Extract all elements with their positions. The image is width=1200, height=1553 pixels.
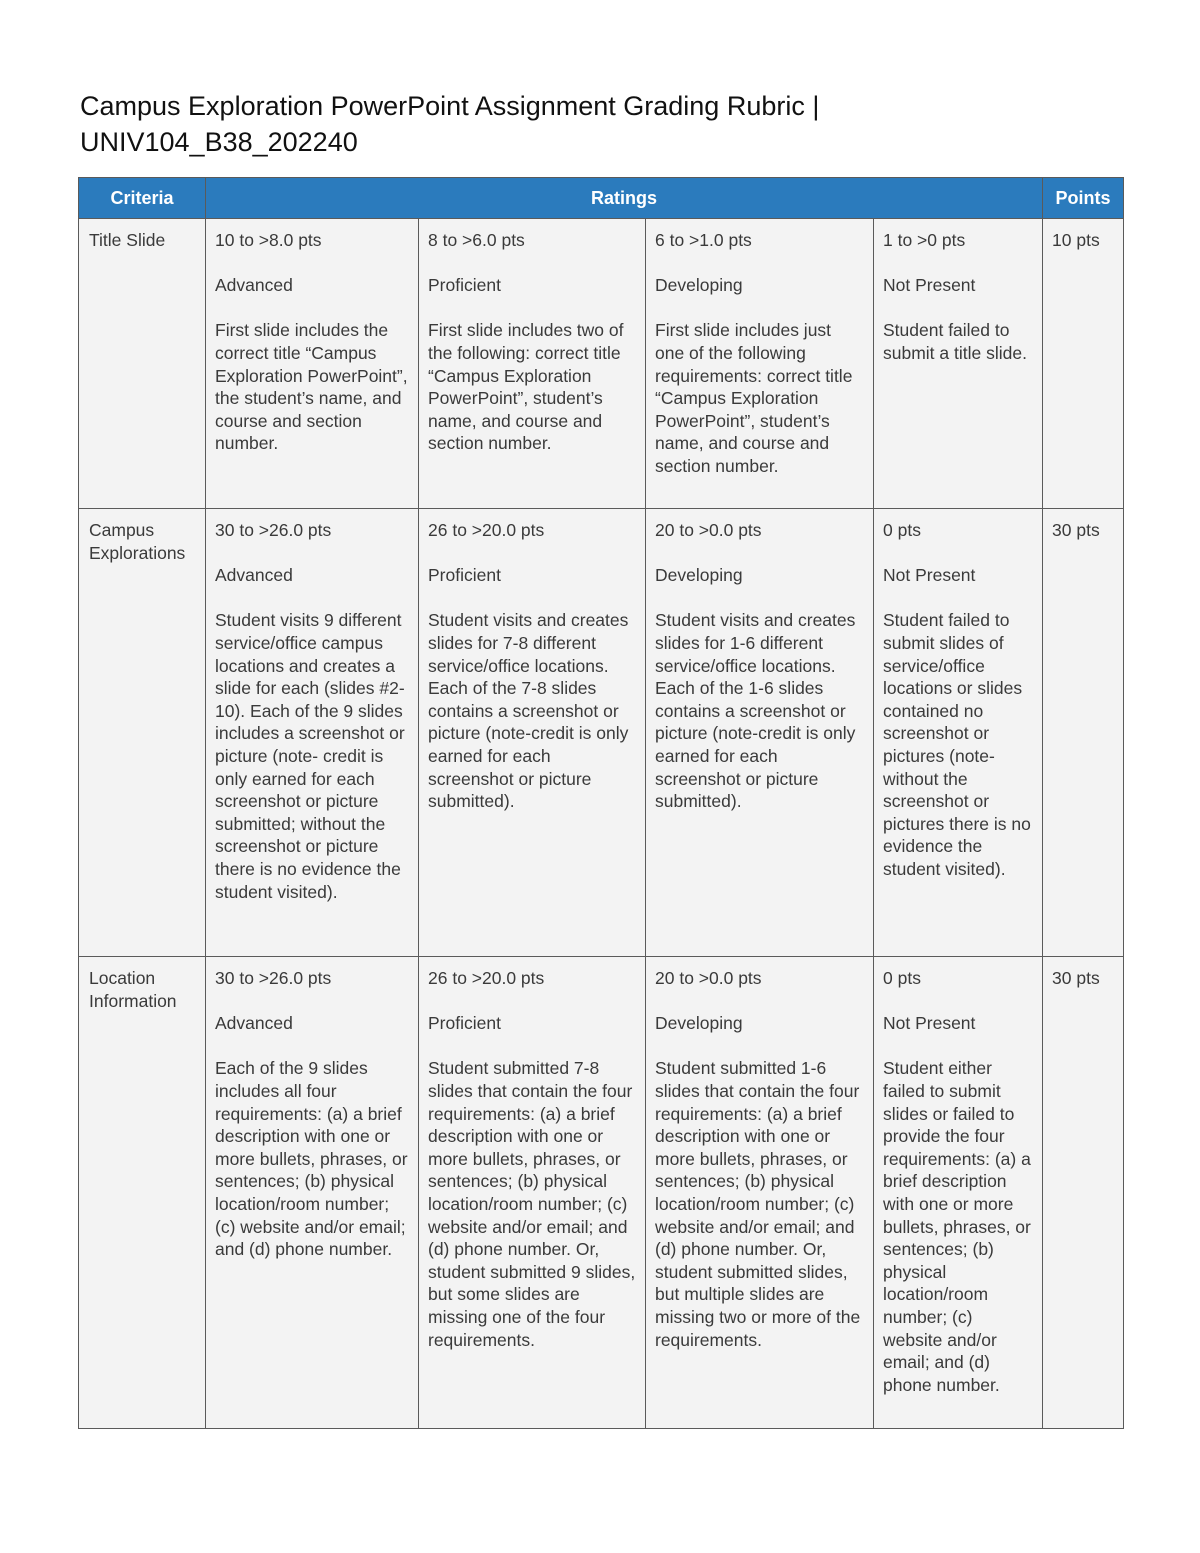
rating-points: 6 to >1.0 pts bbox=[655, 230, 752, 250]
header-row bbox=[79, 178, 1124, 219]
criteria-cell: Location Information bbox=[79, 957, 206, 1429]
rating-description: Student visits and creates slides for 7-8 different service/office locations. Each of the 7-8 slides contains a screenshot or picture (note-credit is only earned for each screenshot or picture submitted). bbox=[428, 610, 629, 812]
rating-description: First slide includes the correct title “Campus Exploration PowerPoint”, the student’s name, and course and section number. bbox=[215, 320, 408, 454]
rating-points: 0 pts bbox=[883, 520, 921, 540]
rating-description: First slide includes just one of the following requirements: correct title “Campus Exploration PowerPoint”, student’s name, and course and section number. bbox=[655, 320, 853, 476]
rating-description: First slide includes two of the following: correct title “Campus Exploration PowerPoint”, student’s name, and course and section number. bbox=[428, 320, 624, 454]
rating-level: Advanced bbox=[215, 565, 293, 586]
criteria-cell: Campus Explorations bbox=[79, 509, 206, 957]
rating-cell bbox=[206, 957, 419, 1429]
rating-cell bbox=[646, 219, 874, 509]
rating-cell bbox=[874, 509, 1043, 957]
rating-points: 1 to >0 pts bbox=[883, 230, 966, 250]
rating-level: Not Present bbox=[883, 565, 976, 586]
rating-cell bbox=[419, 957, 646, 1429]
rating-cell bbox=[874, 957, 1043, 1429]
rating-cell bbox=[646, 509, 874, 957]
rating-description: Student failed to submit slides of service/office locations or slides contained no screenshot or pictures (note-without the screenshot or pictures there is no evidence the student visited). bbox=[883, 610, 1031, 879]
page-title-line-2: UNIV104_B38_202240 bbox=[80, 127, 358, 157]
rating-cell bbox=[419, 509, 646, 957]
rating-description: Each of the 9 slides includes all four requirements: (a) a brief description with one or more bullets, phrases, or sentences; (b) physical location/room number; (c) website and/or email; and (d) phone number. bbox=[215, 1058, 408, 1260]
rating-cell bbox=[206, 509, 419, 957]
rating-level: Developing bbox=[655, 565, 743, 586]
rating-description: Student submitted 7-8 slides that contain the four requirements: (a) a brief description with one or more bullets, phrases, or sentences; (b) physical location/room number; (c) website and/or email; and (d) phone number. Or, student submitted 9 slides, but some slides are missing one of the four requirements. bbox=[428, 1058, 636, 1350]
rating-description: Student submitted 1-6 slides that contain the four requirements: (a) a brief description with one or more bullets, phrases, or sentences; (b) physical location/room number; (c) website and/or email; and (d) phone number. Or, student submitted slides, but multiple slides are missing two or more of the requirements. bbox=[655, 1058, 861, 1350]
rating-level: Developing bbox=[655, 275, 743, 296]
rating-description: Student failed to submit a title slide. bbox=[883, 320, 1027, 363]
rating-points: 10 to >8.0 pts bbox=[215, 230, 322, 250]
rating-points: 30 to >26.0 pts bbox=[215, 968, 332, 988]
criteria-cell: Title Slide bbox=[79, 219, 206, 509]
table-row bbox=[79, 509, 1124, 957]
header-points: Points bbox=[1043, 178, 1124, 219]
table-row bbox=[79, 957, 1124, 1429]
table-row bbox=[79, 219, 1124, 509]
page-title bbox=[80, 88, 1130, 160]
points-cell: 30 pts bbox=[1043, 509, 1124, 957]
rating-points: 20 to >0.0 pts bbox=[655, 520, 762, 540]
rating-level: Proficient bbox=[428, 275, 501, 296]
points-cell: 10 pts bbox=[1043, 219, 1124, 509]
rating-level: Proficient bbox=[428, 565, 501, 586]
rating-points: 8 to >6.0 pts bbox=[428, 230, 525, 250]
rating-level: Advanced bbox=[215, 275, 293, 296]
rating-cell bbox=[206, 219, 419, 509]
rating-points: 20 to >0.0 pts bbox=[655, 968, 762, 988]
rating-points: 26 to >20.0 pts bbox=[428, 968, 545, 988]
header-ratings: Ratings bbox=[206, 178, 1043, 219]
rubric-table bbox=[78, 177, 1124, 1429]
rating-level: Developing bbox=[655, 1013, 743, 1034]
header-criteria: Criteria bbox=[79, 178, 206, 219]
rating-description: Student either failed to submit slides or failed to provide the four requirements: (a) a brief description with one or more bullets, phrases, or sentences; (b) physical location/room number; (c) website and/or email; and (d) phone number. bbox=[883, 1058, 1031, 1395]
rating-points: 26 to >20.0 pts bbox=[428, 520, 545, 540]
rating-points: 0 pts bbox=[883, 968, 921, 988]
rating-cell bbox=[874, 219, 1043, 509]
rating-points: 30 to >26.0 pts bbox=[215, 520, 332, 540]
rating-cell bbox=[419, 219, 646, 509]
points-cell: 30 pts bbox=[1043, 957, 1124, 1429]
rating-level: Advanced bbox=[215, 1013, 293, 1034]
page-title-line-1: Campus Exploration PowerPoint Assignment Grading Rubric | bbox=[80, 91, 820, 121]
rating-level: Proficient bbox=[428, 1013, 501, 1034]
rating-description: Student visits 9 different service/office campus locations and creates a slide for each (slides #2-10). Each of the 9 slides includes a screenshot or picture (note- credit is only earned for each screenshot or picture submitted; without the screenshot or picture there is no evidence the student visited). bbox=[215, 610, 405, 902]
rating-description: Student visits and creates slides for 1-6 different service/office locations. Each of the 1-6 slides contains a screenshot or picture (note-credit is only earned for each screenshot or picture submitted). bbox=[655, 610, 856, 812]
rating-level: Not Present bbox=[883, 1013, 976, 1034]
rating-cell bbox=[646, 957, 874, 1429]
rating-level: Not Present bbox=[883, 275, 976, 296]
